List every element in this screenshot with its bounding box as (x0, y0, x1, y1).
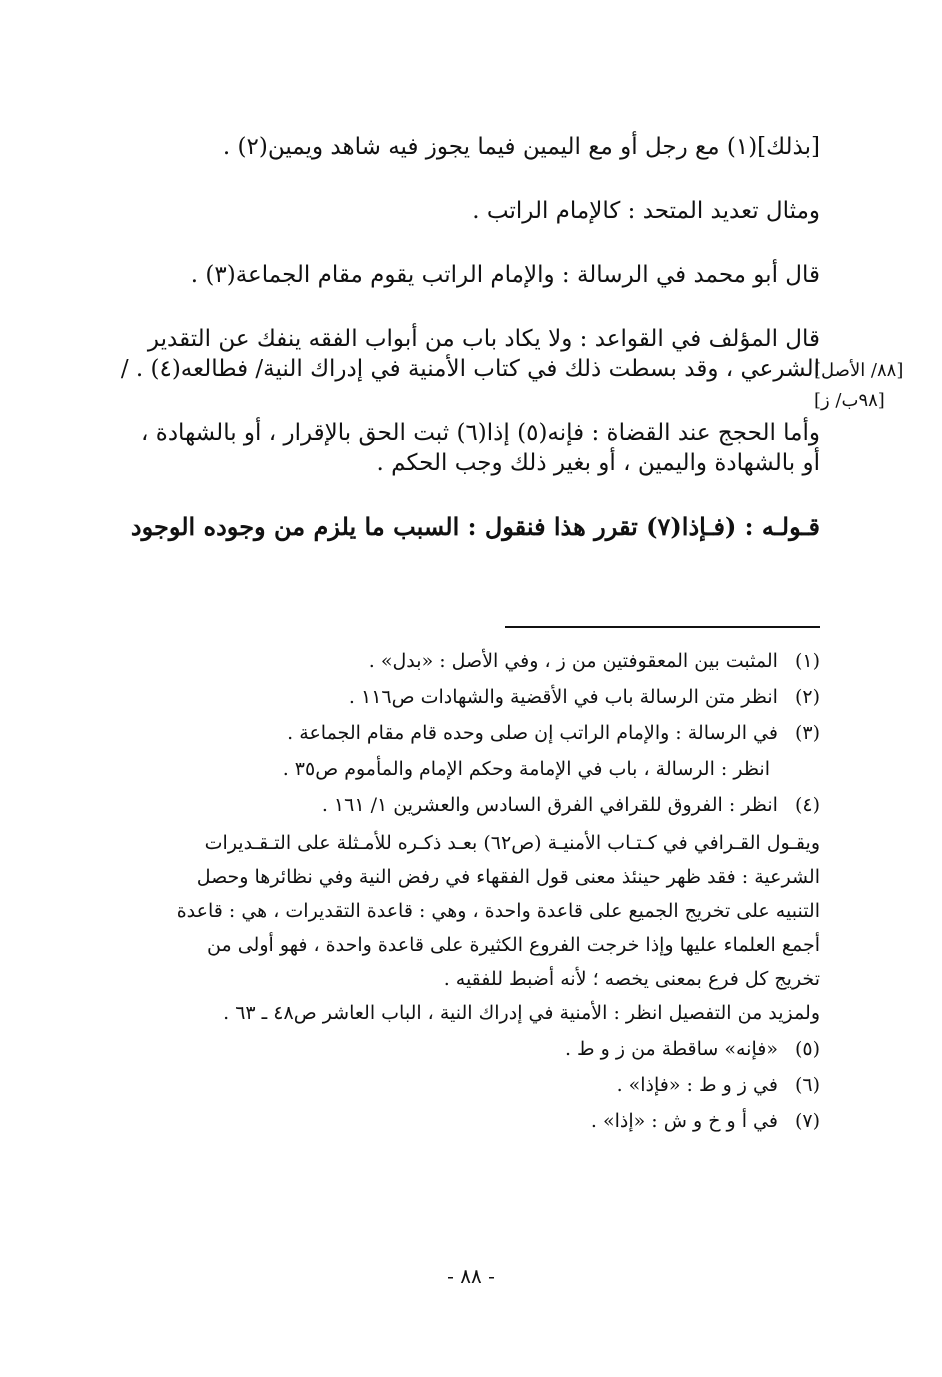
footnote-6-number: (٦) (794, 1074, 820, 1096)
footnote-4-quote-line-2: الشرعية : فقد ظهر حينئذ معنى قول الفقهاء في رفض النية وفي نظائرها وحصل (196, 866, 820, 888)
paragraph-4-line-1: قال المؤلف في القواعد : ولا يكاد باب من أبواب الفقه ينفك عن التقدير (147, 326, 820, 352)
paragraph-4-line-2: الشرعي ، وقد بسطت ذلك في كتاب الأمنية في إدراك النية/ فطالعه(٤) . / (120, 356, 820, 382)
footnote-5-text: «فإنه» ساقطة من ز و ط . (564, 1038, 778, 1060)
footnote-4-quote (110, 826, 820, 996)
paragraph-1: [بذلك](١) مع رجل أو مع اليمين فيما يجوز فيه شاهد ويمين(٢) . (222, 134, 820, 160)
footnote-4-quote-line-5: تخريج كل فرع بمعنى يخصه ؛ لأنه أضبط للفقيه . (443, 968, 820, 990)
footnote-2-text: انظر متن الرسالة باب في الأقضية والشهادات ص١١٦ . (348, 686, 778, 708)
footnote-3-continuation: انظر : الرسالة ، باب في الإمامة وحكم الإمام والمأموم ص٣٥ . (282, 758, 770, 780)
paragraph-2: ومثال تعديد المتحد : كالإمام الراتب . (472, 198, 820, 224)
footnote-7 (110, 1106, 820, 1136)
paragraph-5-line-2: أو بالشهادة واليمين ، أو بغير ذلك وجب الحكم . (376, 450, 820, 476)
footnote-2-number: (٢) (794, 686, 820, 708)
footnote-1-number: (١) (794, 650, 820, 672)
footnote-7-text: في أ و خ و ش : «إذا» . (590, 1110, 778, 1132)
page-number: - ٨٨ - (447, 1264, 495, 1288)
footnote-5 (110, 1034, 820, 1064)
footnote-4-text: انظر : الفروق للقرافي الفرق السادس والعشرين ١/ ١٦١ . (321, 794, 778, 816)
footnotes (110, 646, 820, 1142)
main-text (110, 132, 820, 576)
footnote-3-number: (٣) (794, 722, 820, 744)
paragraph-5-line-1: وأما الحجج عند القضاة : فإنه(٥) إذا(٦) ثبت الحق بالإقرار ، أو بالشهادة ، (141, 420, 820, 446)
footnote-2 (110, 682, 820, 712)
footnote-5-number: (٥) (794, 1038, 820, 1060)
margin-note-line-2: [٩٨ب/ ز] (814, 390, 885, 411)
footnote-4-quote-line-4: أجمع العلماء عليها وإذا خرجت الفروع الكثيرة على قاعدة واحدة ، فهو أولى من (207, 934, 820, 956)
paragraph-6-quote: قـولـه : (فـإذا(٧) تقرر هذا فنقول : السبب ما يلزم من وجوده الوجود (130, 512, 820, 541)
footnote-1-text: المثبت بين المعقوفتين من ز ، وفي الأصل : «بدل» . (368, 650, 778, 672)
footnote-divider (505, 626, 820, 628)
footnote-3-text: في الرسالة : والإمام الراتب إن صلى وحده قام مقام الجماعة . (287, 722, 778, 744)
footnote-7-number: (٧) (794, 1110, 820, 1132)
margin-note-line-1: [٨٨/ الأصل] (814, 360, 904, 381)
footnote-1 (110, 646, 820, 676)
footnote-4-reference: ولمزيد من التفصيل انظر : الأمنية في إدراك النية ، الباب العاشر ص٤٨ ـ ٦٣ . (223, 1002, 820, 1024)
footnote-4 (110, 790, 820, 820)
footnote-4-number: (٤) (794, 794, 820, 816)
footnote-4-quote-line-1: ويقـول القـرافي في كـتـاب الأمنيـة (ص٦٢) بعـد ذكـره للأمـثلة على التـقـديرات (204, 832, 820, 854)
manuscript-margin-note (814, 356, 924, 416)
paragraph-5 (110, 418, 820, 478)
footnote-6-text: في ز و ط : «فإذا» . (616, 1074, 778, 1096)
footnote-4-quote-line-3: التنبيه على تخريج الجميع على قاعدة واحدة ، وهي : قاعدة التقديرات ، هي : قاعدة (176, 900, 820, 922)
paragraph-3: قال أبو محمد في الرسالة : والإمام الراتب يقوم مقام الجماعة(٣) . (190, 262, 820, 288)
footnote-3 (110, 718, 820, 748)
paragraph-4 (110, 324, 820, 384)
footnote-6 (110, 1070, 820, 1100)
